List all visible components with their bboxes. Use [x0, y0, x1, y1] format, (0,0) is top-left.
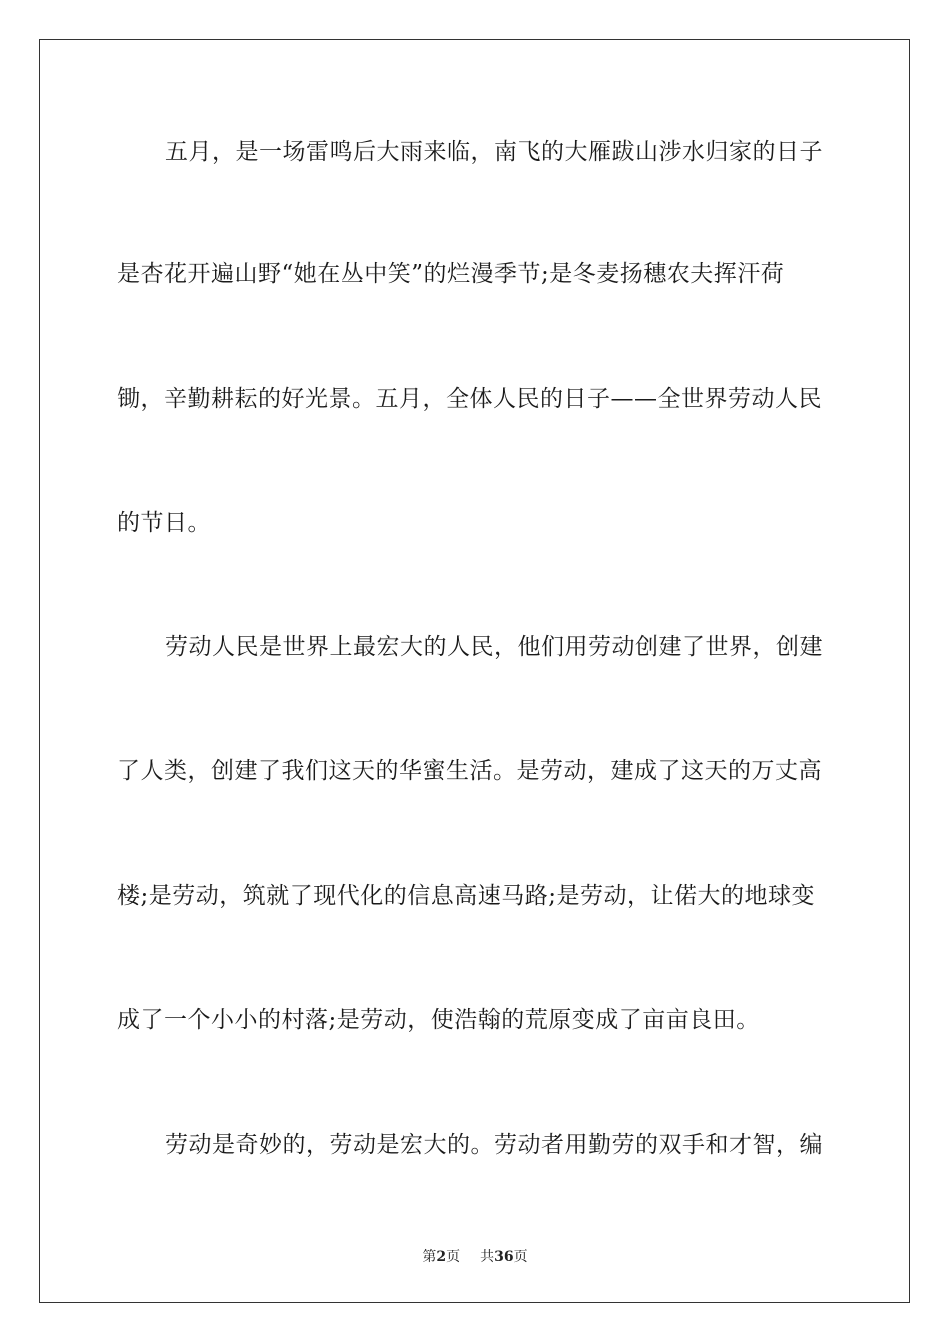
paragraph-1-line-1: 五月，是一场雷鸣后大雨来临，南飞的大雁跋山涉水归家的日子 [165, 139, 823, 165]
page-footer [0, 1246, 950, 1266]
paragraph-1-line-2: 是杏花开遍山野“她在丛中笑”的烂漫季节;是冬麦扬穗农夫挥汗荷 [117, 261, 785, 287]
footer-page-number: 2 [436, 1249, 447, 1265]
paragraph-2-line-3: 楼;是劳动，筑就了现代化的信息高速马路;是劳动，让偌大的地球变 [117, 883, 815, 909]
page-border [39, 39, 910, 1303]
paragraph-2-line-2: 了人类，创建了我们这天的华蜜生活。是劳动，建成了这天的万丈高 [117, 758, 822, 784]
footer-total-pages: 36 [494, 1249, 514, 1265]
footer-page-prefix: 第 [422, 1249, 437, 1265]
footer-page-suffix: 页 [446, 1249, 461, 1265]
paragraph-2-line-1: 劳动人民是世界上最宏大的人民，他们用劳动创建了世界，创建 [165, 634, 823, 660]
paragraph-1-line-4: 的节日。 [117, 510, 211, 536]
footer-total-suffix: 页 [513, 1249, 528, 1265]
paragraph-3-line-1: 劳动是奇妙的，劳动是宏大的。劳动者用勤劳的双手和才智，编 [165, 1132, 823, 1158]
paragraph-2-line-4: 成了一个小小的村落;是劳动，使浩翰的荒原变成了亩亩良田。 [117, 1007, 760, 1033]
paragraph-1-line-3: 锄，辛勤耕耘的好光景。五月，全体人民的日子——全世界劳动人民 [117, 386, 822, 412]
footer-total-prefix: 共 [480, 1249, 495, 1265]
